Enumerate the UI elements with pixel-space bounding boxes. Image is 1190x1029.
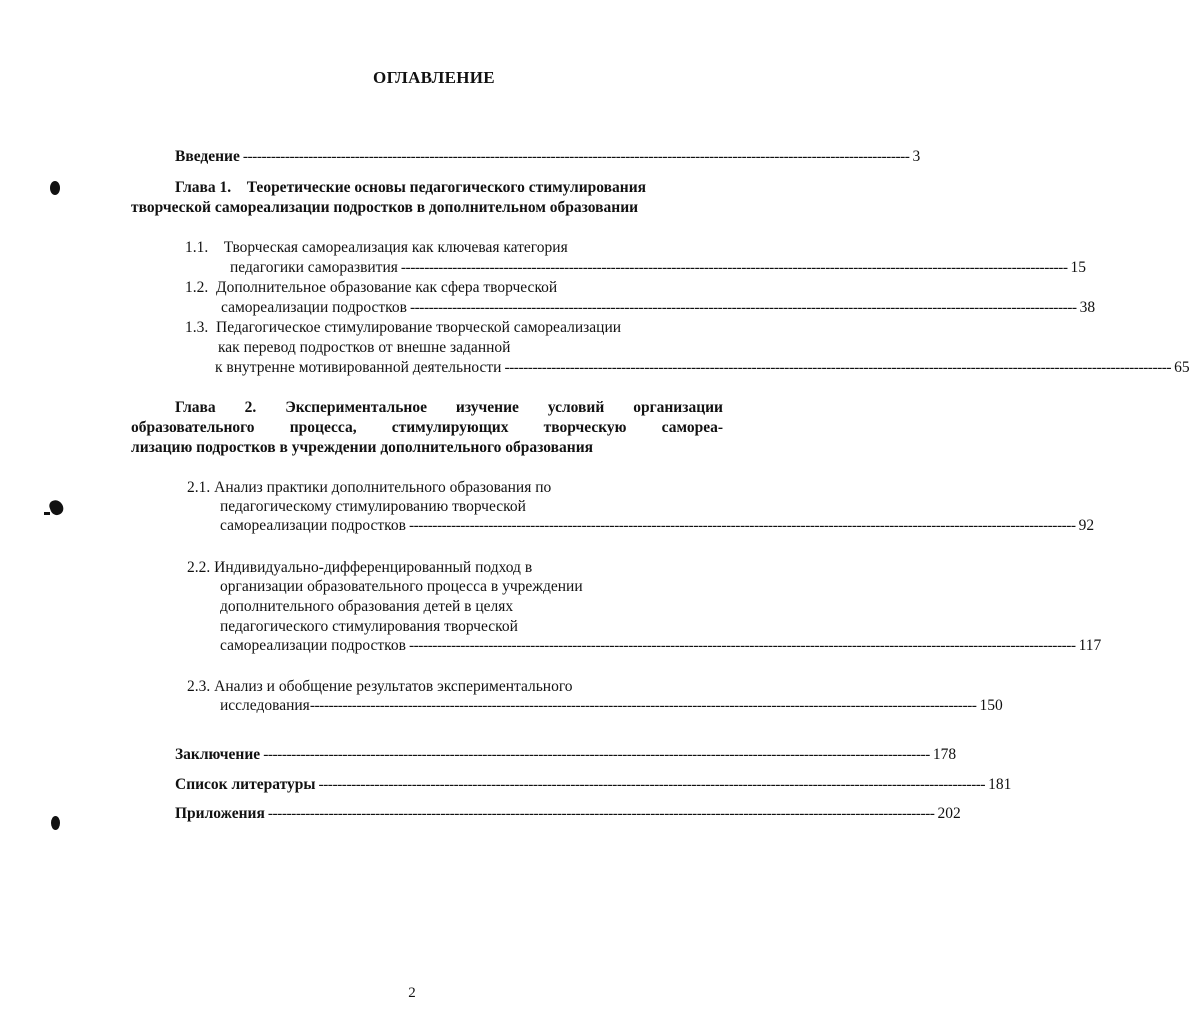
section-2-1-line-1[interactable] (187, 478, 551, 498)
section-1-3-line-1[interactable] (185, 318, 621, 338)
section-page: 150 (979, 697, 1003, 714)
section-2-2-line-2: организации образовательного процесса в учреждении (220, 578, 583, 595)
section-title-cont: педагогики саморазвития (230, 259, 398, 276)
chapter-1-title-line-2: творческой самореализации подростков в дополнительном образовании (131, 199, 639, 216)
toc-entry-appendices[interactable] (175, 804, 961, 824)
section-1-1-line-1[interactable] (185, 238, 568, 258)
section-title: Анализ и обобщение результатов экспериментального (214, 678, 573, 695)
page-number: 2 (408, 985, 416, 1001)
punch-hole-mark (50, 181, 60, 195)
dot-leader: ----------------------------------------------------------------------------------------------------------------------------------------------- (263, 746, 930, 763)
dot-leader: ----------------------------------------------------------------------------------------------------------------------------------------------- (504, 359, 1172, 376)
toc-entry-label: Заключение (175, 746, 261, 763)
section-title: Анализ практики дополнительного образования по (214, 479, 552, 496)
dot-leader: ----------------------------------------------------------------------------------------------------------------------------------------------- (408, 517, 1076, 534)
section-2-3-line-2[interactable] (220, 696, 1003, 716)
section-1-3-line-2: как перевод подростков от внешне заданной (218, 339, 511, 356)
section-1-2-line-2[interactable] (221, 298, 1096, 318)
dot-leader: ----------------------------------------------------------------------------------------------------------------------------------------------- (408, 637, 1076, 654)
section-2-2-line-1[interactable] (187, 558, 532, 578)
chapter-2-title-line-1: Экспериментальное изучение условий организации (285, 399, 723, 416)
toc-entry-label: Введение (175, 148, 240, 165)
punch-hole-mark (48, 498, 65, 517)
section-2-2-line-4: педагогического стимулирования творческой (220, 618, 518, 635)
punch-hole-mark (44, 512, 50, 515)
chapter-1-heading-line-1[interactable] (175, 178, 723, 198)
section-page: 15 (1070, 259, 1087, 276)
dot-leader: ----------------------------------------------------------------------------------------------------------------------------------------------- (267, 805, 935, 822)
toc-entry-intro[interactable] (175, 147, 921, 167)
section-page: 38 (1079, 299, 1096, 316)
toc-entry-page: 178 (932, 746, 957, 763)
punch-hole-mark (51, 816, 60, 830)
toc-entry-bibliography[interactable] (175, 775, 1012, 795)
chapter-2-title-line-3: лизацию подростков в учреждении дополнительного образования (131, 439, 594, 456)
section-1-1-line-2[interactable] (230, 258, 1087, 278)
section-number: 2.3. (187, 678, 211, 695)
section-2-2-line-5[interactable] (220, 636, 1102, 656)
section-2-2-line-3: дополнительного образования детей в целях (220, 598, 514, 615)
section-1-2-line-1[interactable] (185, 278, 557, 298)
section-number: 1.2. (185, 279, 209, 296)
section-title: Дополнительное образование как сфера творческой (216, 279, 558, 296)
toc-entry-label: Приложения (175, 805, 265, 822)
dot-leader: ----------------------------------------------------------------------------------------------------------------------------------------------- (409, 299, 1077, 316)
dot-leader: ----------------------------------------------------------------------------------------------------------------------------------------------- (309, 697, 977, 714)
section-title-cont: к внутренне мотивированной деятельности (215, 359, 502, 376)
section-number: 2.2. (187, 559, 211, 576)
dot-leader: ----------------------------------------------------------------------------------------------------------------------------------------------- (400, 259, 1068, 276)
section-number: 2.1. (187, 479, 211, 496)
toc-entry-page: 3 (912, 148, 921, 165)
section-2-1-line-3[interactable] (220, 516, 1095, 536)
toc-entry-conclusion[interactable] (175, 745, 957, 765)
chapter-2-number: Глава 2. (175, 399, 257, 416)
dot-leader: ----------------------------------------------------------------------------------------------------------------------------------------------- (242, 148, 910, 165)
section-2-3-line-1[interactable] (187, 677, 573, 697)
section-page: 92 (1078, 517, 1095, 534)
page-title: ОГЛАВЛЕНИЕ (373, 68, 495, 87)
section-title-cont: самореализации подростков (220, 637, 406, 654)
section-title: Индивидуально-дифференцированный подход в (214, 559, 533, 576)
section-title: Творческая самореализация как ключевая категория (223, 239, 568, 256)
chapter-1-title-line-1: Теоретические основы педагогического стимулирования (246, 179, 647, 196)
section-2-1-line-2: педагогическому стимулированию творческой (220, 498, 526, 515)
section-1-3-line-3[interactable] (215, 358, 1190, 378)
section-page: 65 (1174, 359, 1190, 376)
section-page: 117 (1078, 637, 1102, 654)
section-title-cont: самореализации подростков (220, 517, 406, 534)
toc-entry-page: 181 (988, 776, 1012, 793)
section-number: 1.3. (185, 319, 209, 336)
chapter-2-heading-line-1[interactable] (175, 398, 723, 418)
chapter-2-title-line-2: образовательного процесса, стимулирующих творческую самореа- (131, 419, 723, 436)
chapter-1-number: Глава 1. (175, 179, 232, 196)
section-title-cont: исследования (220, 697, 310, 714)
toc-entry-page: 202 (937, 805, 961, 822)
section-title: Педагогическое стимулирование творческой самореализации (216, 319, 622, 336)
section-title-cont: самореализации подростков (221, 299, 407, 316)
dot-leader: ----------------------------------------------------------------------------------------------------------------------------------------------- (318, 776, 986, 793)
toc-entry-label: Список литературы (175, 776, 316, 793)
section-number: 1.1. (185, 239, 209, 256)
